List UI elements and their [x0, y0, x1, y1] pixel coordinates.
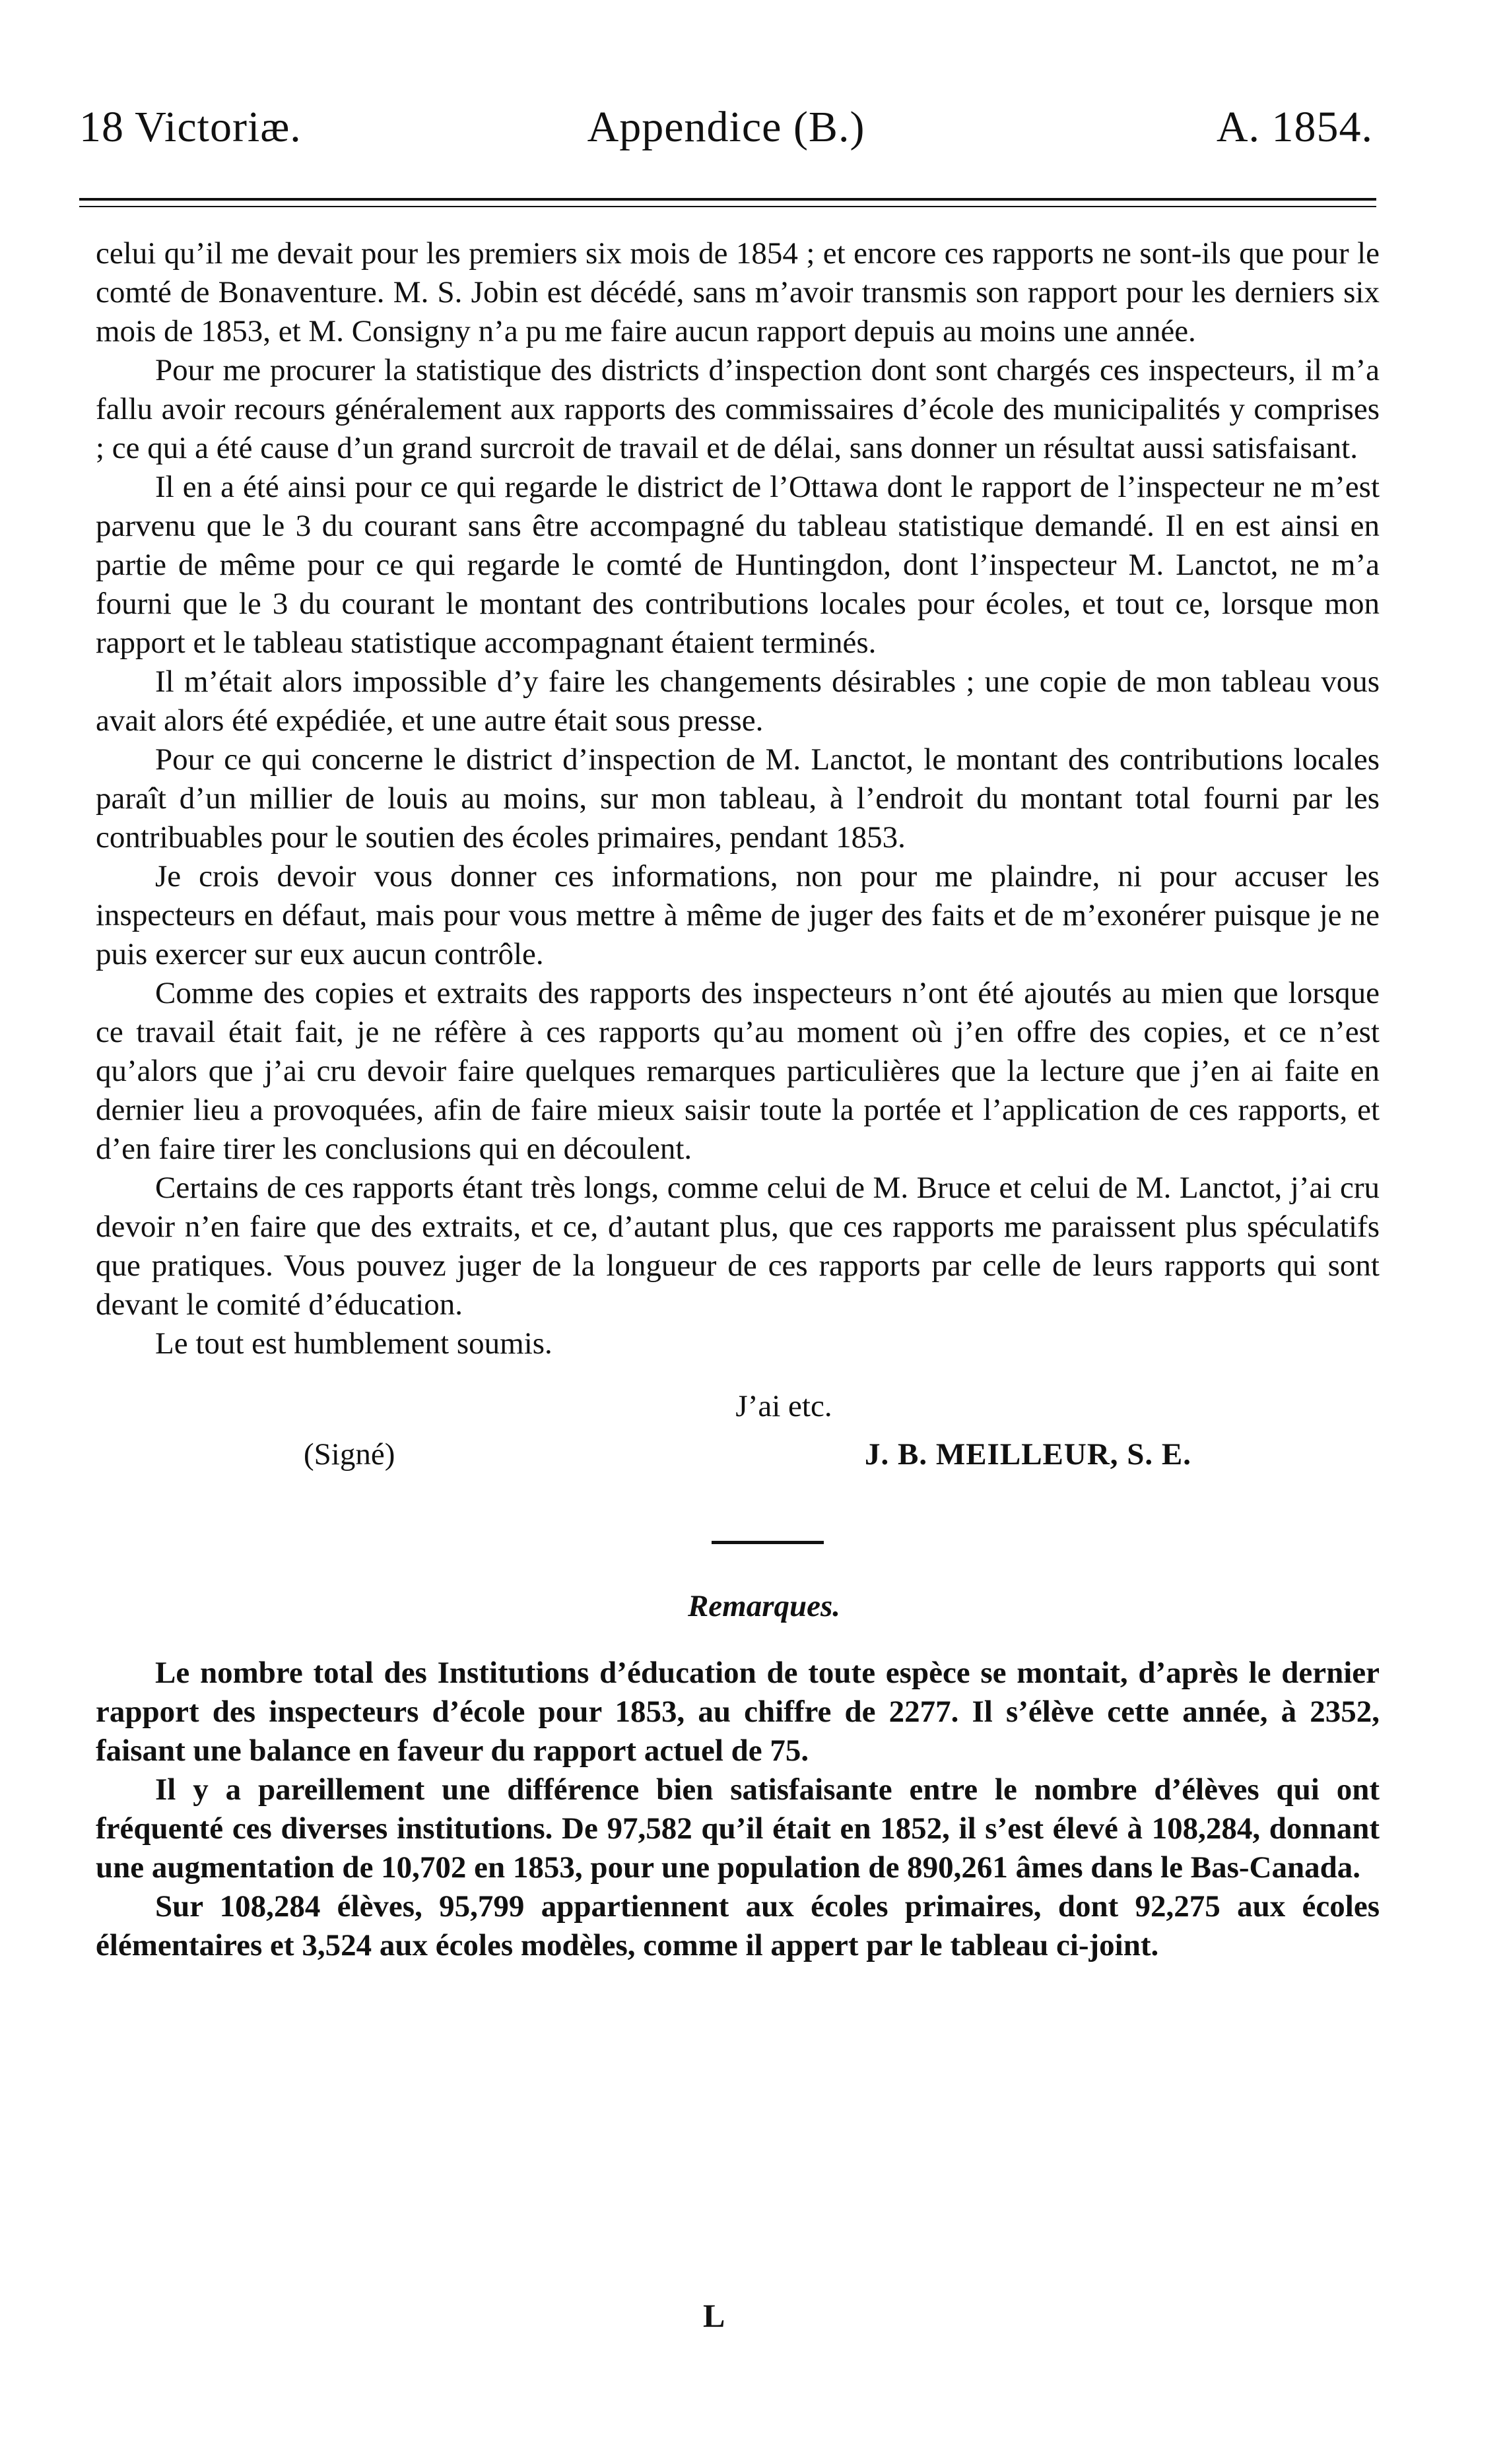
body-paragraph: Pour me procurer la statistique des districts d’inspection dont sont chargés ces inspecteurs, il m’a fallu avoir recours généralement aux rapports des commissaires d’école des municipalités y comprises ; ce qui a été cause d’un grand surcroit de travail et de délai, sans donner un résultat aussi satisfaisant. — [96, 353, 1380, 465]
header-rule-thin — [79, 206, 1376, 207]
signed-label: (Signé) — [304, 1437, 395, 1472]
section-separator — [712, 1541, 824, 1544]
body-closing-paragraph: Le tout est humblement soumis. — [155, 1326, 552, 1361]
body-paragraph: Certains de ces rapports étant très longs, comme celui de M. Bruce et celui de M. Lanctot, j’ai cru devoir n’en faire que des extraits, et ce, d’autant plus, que ces rapports me paraissent plus spéculatifs que pratiques. Vous pouvez juger de la longueur de ces rapports par celle de leurs rapports qui sont devant le comité d’éducation. — [96, 1171, 1380, 1322]
body-paragraph: celui qu’il me devait pour les premiers six mois de 1854 ; et encore ces rapports ne sont-ils que pour le comté de Bonaventure. M. S. Jobin est décédé, sans m’avoir transmis son rapport pour les derniers six mois de 1853, et M. Consigny n’a pu me faire aucun rapport depuis au moins une année. — [96, 236, 1380, 348]
remarks-paragraph: Le nombre total des Institutions d’éducation de toute espèce se montait, d’après le dernier rapport des inspecteurs d’école pour 1853, au chiffre de 2277. Il s’élève cette année, à 2352, faisant une balance en faveur du rapport actuel de 75. — [96, 1656, 1380, 1768]
signature-row — [96, 1435, 1380, 1481]
signatory-name: J. B. MEILLEUR, S. E. — [865, 1437, 1192, 1472]
running-head — [79, 102, 1373, 162]
body-text — [96, 234, 1380, 1965]
signature-mark: L — [703, 2297, 725, 2334]
body-paragraph: Comme des copies et extraits des rapports des inspecteurs n’ont été ajoutés au mien que lorsque ce travail était fait, je ne réfère à ces rapports qu’au moment où j’en offre des copies, et ce n’est qu’alors que j’ai cru devoir faire quelques remarques particulières que la lecture que j’en ai faite en dernier lieu a provoquées, afin de faire mieux saisir toute la portée et l’application de ces rapports, et d’en faire tirer les conclusions qui en découlent. — [96, 976, 1380, 1166]
body-paragraph: Il m’était alors impossible d’y faire les changements désirables ; une copie de mon tableau vous avait alors été expédiée, et une autre était sous presse. — [96, 665, 1380, 738]
body-paragraph: Pour ce qui concerne le district d’inspection de M. Lanctot, le montant des contributions locales paraît d’un millier de louis au moins, sur mon tableau, à l’endroit du montant total fourni par les contribuables pour le soutien des écoles primaires, pendant 1853. — [96, 742, 1380, 855]
body-paragraph: Il en a été ainsi pour ce qui regarde le district de l’Ottawa dont le rapport de l’inspecteur ne m’est parvenu que le 3 du courant sans être accompagné du tableau statistique demandé. Il en est ainsi en partie de même pour ce qui regarde le comté de Huntingdon, dont l’inspecteur M. Lanctot, ne m’a fourni que le 3 du courant le montant des contributions locales pour écoles, et tout ce, lorsque mon rapport et le tableau statistique accompagnant étaient terminés. — [96, 470, 1380, 660]
remarks-title: Remarques. — [687, 1589, 841, 1623]
remarks-paragraph: Sur 108,284 élèves, 95,799 appartiennent aux écoles primaires, dont 92,275 aux écoles élémentaires et 3,524 aux écoles modèles, comme il appert par le tableau ci-joint. — [96, 1889, 1380, 1962]
header-session: 18 Victoriæ. — [79, 103, 302, 151]
remarks-section — [96, 1654, 1380, 1965]
remarks-paragraph: Il y a pareillement une différence bien satisfaisante entre le nombre d’élèves qui ont fréquenté ces diverses institutions. De 97,582 qu’il était en 1852, il s’est élevé à 108,284, donnant une augmentation de 10,702 en 1853, pour une population de 890,261 âmes dans le Bas-Canada. — [96, 1772, 1380, 1885]
header-appendix: Appendice (B.) — [587, 103, 865, 151]
header-year: A. 1854. — [1216, 103, 1373, 151]
closing-salutation: J’ai etc. — [735, 1389, 832, 1423]
body-paragraph: Je crois devoir vous donner ces informations, non pour me plaindre, ni pour accuser les inspecteurs en défaut, mais pour vous mettre à même de juger des faits et de m’exonérer puisque je ne puis exercer sur eux aucun contrôle. — [96, 859, 1380, 971]
header-rule-thick — [79, 198, 1376, 201]
